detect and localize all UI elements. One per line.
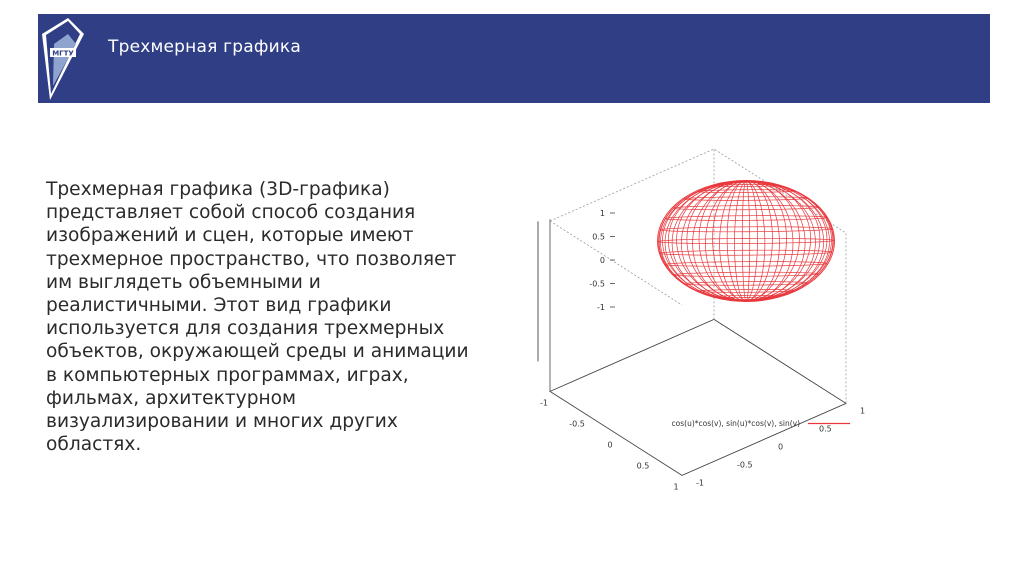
longitude-line: [734, 181, 746, 301]
x-tick-label: -0.5: [569, 419, 585, 429]
y-tick-label: 0: [778, 442, 784, 452]
latitude-line: [665, 262, 827, 267]
z-tick-label: 0: [599, 256, 605, 265]
body-line: визуализировании и многих других: [46, 411, 398, 433]
y-tick-label: 1: [860, 406, 866, 416]
body-line: объектов, окружающей среды и анимации: [46, 341, 469, 363]
plot-ticks: [540, 209, 865, 491]
body-line: фильмах, архитектурном: [46, 387, 297, 409]
body-line: представляет собой способ создания: [46, 202, 416, 224]
plot-top-edge: [550, 221, 682, 305]
longitude-line: [742, 181, 746, 301]
page-title: Трехмерная графика: [108, 37, 301, 57]
body-line: используется для создания трехмерных: [46, 318, 445, 340]
latitude-line: [684, 282, 808, 286]
body-line: областях.: [46, 434, 142, 456]
sphere-mesh: [658, 181, 835, 302]
longitude-line: [746, 181, 830, 301]
university-logo-icon: [38, 14, 88, 103]
z-tick-label: 0.5: [592, 232, 605, 242]
latitude-line: [684, 197, 808, 201]
x-tick-label: 1: [673, 482, 679, 492]
plot-floor: [550, 319, 846, 475]
latitude-line: [658, 238, 833, 243]
longitude-line: [746, 181, 750, 301]
body-line: трехмерное пространство, что позволяет: [46, 248, 457, 270]
x-tick-label: 0.5: [636, 461, 650, 471]
latitude-line: [660, 227, 832, 232]
body-line: в компьютерных программах, играх,: [46, 364, 409, 386]
y-tick-label: -0.5: [737, 460, 753, 470]
z-tick-label: 1: [599, 209, 605, 218]
body-line: Трехмерная графика (3D-графика): [46, 179, 390, 200]
longitude-line: [746, 181, 758, 301]
longitude-line: [662, 181, 746, 301]
body-line: им выглядеть объемными и: [46, 271, 321, 293]
logo-text: МГТУ: [52, 49, 74, 58]
z-tick-label: -1: [597, 303, 605, 312]
y-tick-label: -1: [696, 478, 704, 488]
longitude-line: [713, 181, 746, 301]
z-tick-label: -0.5: [589, 279, 605, 289]
x-tick-label: -1: [540, 398, 548, 408]
body-line: реалистичными. Этот вид графики: [46, 295, 392, 317]
surface-plot: [540, 128, 880, 492]
y-tick-label: 0.5: [819, 424, 832, 434]
x-tick-label: 0: [607, 440, 613, 450]
longitude-line: [746, 181, 779, 301]
legend-label: cos(u)*cos(v), sin(u)*cos(v), sin(v): [671, 419, 800, 428]
latitude-line: [660, 250, 832, 255]
body-line: изображений и сцен, которые имеют: [46, 225, 414, 247]
latitude-line: [665, 216, 827, 221]
title-bar: [38, 14, 990, 103]
body-paragraph: [46, 178, 546, 456]
